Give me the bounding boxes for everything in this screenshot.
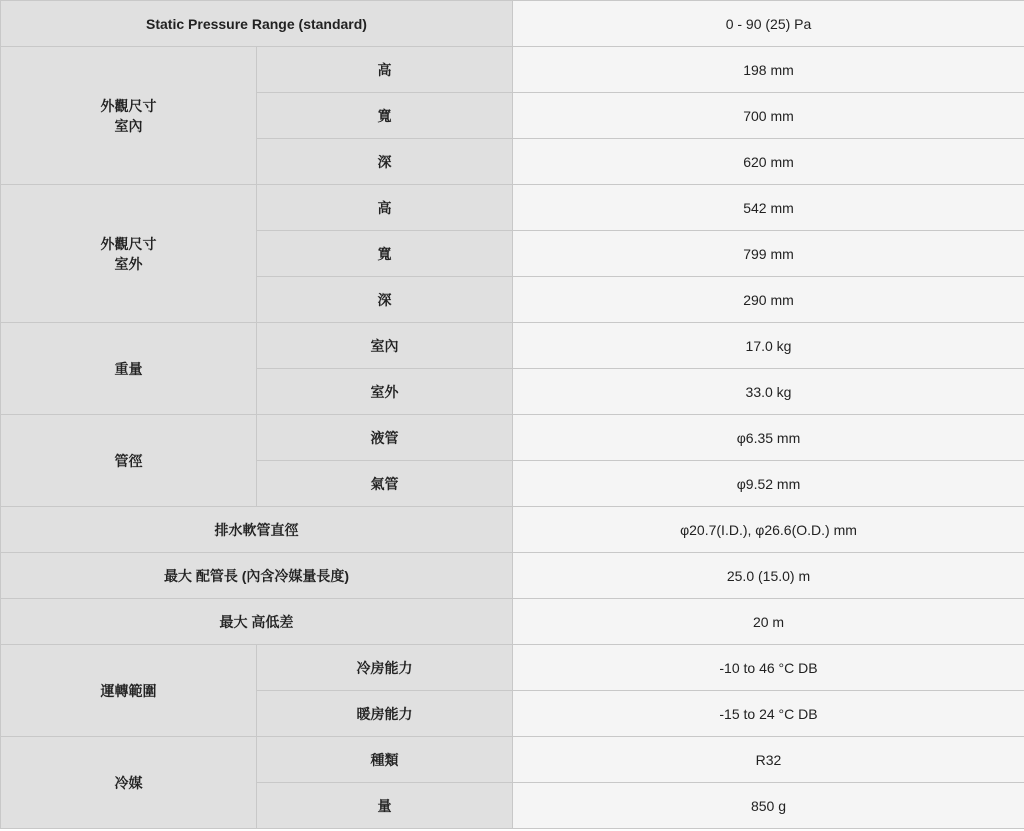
outdoor-dimensions-group-line1: 外觀尺寸 bbox=[100, 235, 157, 252]
table-row bbox=[1, 737, 1024, 783]
max-height-diff-value: 20 m bbox=[513, 599, 1024, 645]
outdoor-height-value: 542 mm bbox=[513, 185, 1024, 231]
drain-hose-value: φ20.7(I.D.), φ26.6(O.D.) mm bbox=[513, 507, 1024, 553]
gas-pipe-value: φ9.52 mm bbox=[513, 461, 1024, 507]
weight-outdoor-label: 室外 bbox=[257, 369, 513, 415]
refrigerant-amount-label: 量 bbox=[257, 783, 513, 829]
outdoor-height-label: 高 bbox=[257, 185, 513, 231]
indoor-width-value: 700 mm bbox=[513, 93, 1024, 139]
max-height-diff-label: 最大 高低差 bbox=[1, 599, 513, 645]
table-row bbox=[1, 645, 1024, 691]
static-pressure-label: Static Pressure Range (standard) bbox=[1, 1, 513, 47]
table-row bbox=[1, 507, 1024, 553]
outdoor-width-label: 寬 bbox=[257, 231, 513, 277]
weight-outdoor-value: 33.0 kg bbox=[513, 369, 1024, 415]
heating-capacity-label: 暖房能力 bbox=[257, 691, 513, 737]
indoor-height-label: 高 bbox=[257, 47, 513, 93]
indoor-dimensions-group-line2: 室內 bbox=[114, 117, 143, 134]
max-pipe-length-label: 最大 配管長 (內含冷媒量長度) bbox=[1, 553, 513, 599]
outdoor-width-value: 799 mm bbox=[513, 231, 1024, 277]
cooling-capacity-value: -10 to 46 °C DB bbox=[513, 645, 1024, 691]
refrigerant-amount-value: 850 g bbox=[513, 783, 1024, 829]
indoor-depth-value: 620 mm bbox=[513, 139, 1024, 185]
heating-capacity-value: -15 to 24 °C DB bbox=[513, 691, 1024, 737]
refrigerant-type-value: R32 bbox=[513, 737, 1024, 783]
indoor-dimensions-group-label bbox=[1, 47, 257, 185]
refrigerant-group-label: 冷媒 bbox=[1, 737, 257, 829]
cooling-capacity-label: 冷房能力 bbox=[257, 645, 513, 691]
weight-indoor-value: 17.0 kg bbox=[513, 323, 1024, 369]
table-row bbox=[1, 415, 1024, 461]
refrigerant-type-label: 種類 bbox=[257, 737, 513, 783]
indoor-width-label: 寬 bbox=[257, 93, 513, 139]
table-row bbox=[1, 47, 1024, 93]
outdoor-dimensions-group-line2: 室外 bbox=[114, 255, 143, 272]
static-pressure-value: 0 - 90 (25) Pa bbox=[513, 1, 1024, 47]
weight-group-label: 重量 bbox=[1, 323, 257, 415]
indoor-dimensions-group-line1: 外觀尺寸 bbox=[100, 97, 157, 114]
weight-indoor-label: 室內 bbox=[257, 323, 513, 369]
drain-hose-label: 排水軟管直徑 bbox=[1, 507, 513, 553]
outdoor-depth-value: 290 mm bbox=[513, 277, 1024, 323]
table-row bbox=[1, 323, 1024, 369]
liquid-pipe-label: 液管 bbox=[257, 415, 513, 461]
outdoor-dimensions-group-label bbox=[1, 185, 257, 323]
indoor-depth-label: 深 bbox=[257, 139, 513, 185]
outdoor-depth-label: 深 bbox=[257, 277, 513, 323]
liquid-pipe-value: φ6.35 mm bbox=[513, 415, 1024, 461]
table-row bbox=[1, 599, 1024, 645]
table-row bbox=[1, 553, 1024, 599]
operating-range-group-label: 運轉範圍 bbox=[1, 645, 257, 737]
gas-pipe-label: 氣管 bbox=[257, 461, 513, 507]
max-pipe-length-value: 25.0 (15.0) m bbox=[513, 553, 1024, 599]
table-row bbox=[1, 185, 1024, 231]
table-row bbox=[1, 1, 1024, 47]
indoor-height-value: 198 mm bbox=[513, 47, 1024, 93]
pipe-diameter-group-label: 管徑 bbox=[1, 415, 257, 507]
